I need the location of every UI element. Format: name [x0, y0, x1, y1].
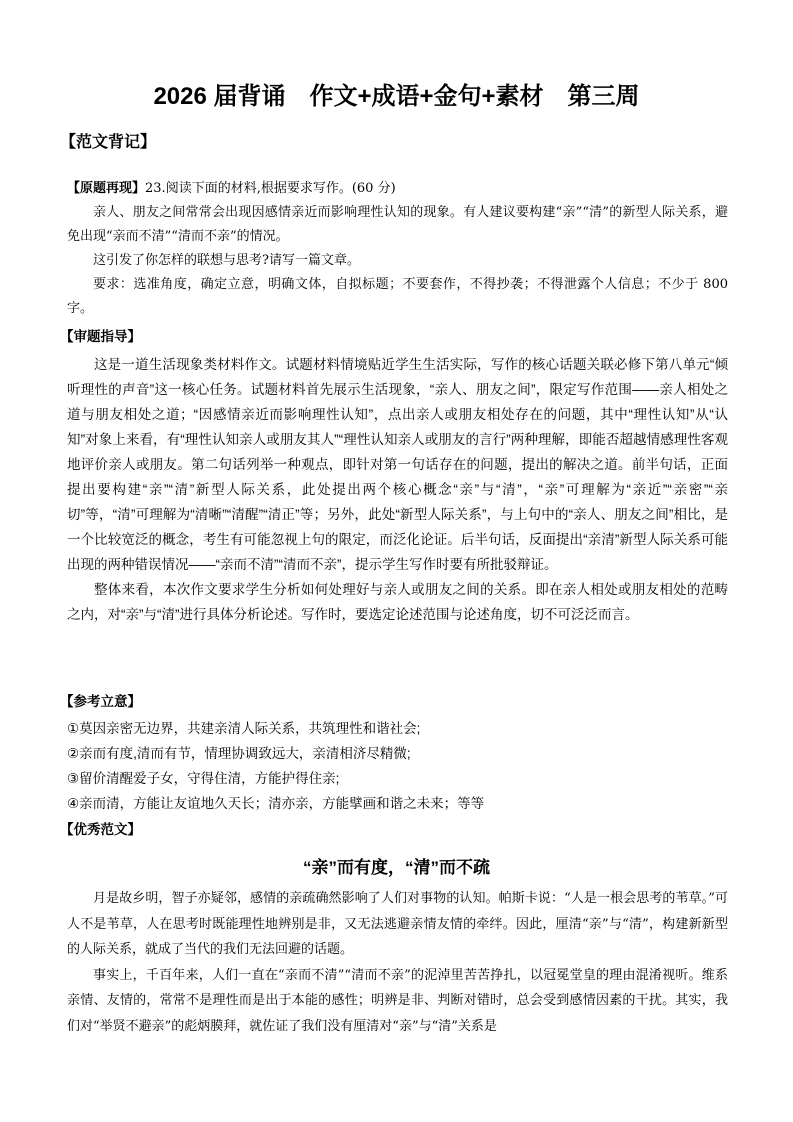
original-paragraph-2: 这引发了你怎样的联想与思考?请写一篇文章。	[93, 253, 360, 268]
original-question-line	[67, 176, 728, 201]
idea-item: ①莫因亲密无边界，共建亲清人际关系，共筑理性和谐社会;	[67, 721, 421, 736]
essay-paragraph-1: 月是故乡明，智子亦疑邻，感情的亲疏确然影响了人们对事物的认知。帕斯卡说：“人是一根会思考的苇草。”可人不是苇草，人在思考时既能理性地辨别是非，又无法逃避亲情友情的牵绊。因此，厘清“亲”与“清”，构建新新型的人际关系，就成了当代的我们无法回避的话题。	[67, 891, 728, 957]
original-label: 【原题再现】	[67, 180, 146, 195]
original-paragraph-3: 要求：选准角度，确定立意，明确文体，自拟标题；不要套作，不得抄袭；不得泄露个人信息；不少于 800 字。	[67, 277, 728, 316]
guide-label: 【审题指导】	[60, 329, 141, 344]
section-model-essays: 【范文背记】	[60, 134, 157, 151]
page-title: 2026 届背诵 作文+成语+金句+素材 第三周	[153, 83, 640, 110]
essay-body	[67, 886, 728, 1039]
idea-item: ④亲而清，方能让友谊地久天长；清亦亲，方能擘画和谐之未来；等等	[67, 796, 485, 811]
essay-label: 【优秀范文】	[60, 822, 141, 837]
original-question-block	[67, 176, 728, 321]
original-paragraph-1: 亲人、朋友之间常常会出现因感情亲近而影响理性认知的现象。有人建议要构建“亲”“清”的新型人际关系，避免出现“亲而不清”“清而不亲”的情况。	[67, 205, 728, 244]
essay-title: “亲”而有度，“清”而不疏	[303, 858, 490, 877]
ideas-list	[67, 716, 728, 816]
idea-item: ③留价清醒爱子女，守得住清，方能护得住亲;	[67, 771, 340, 786]
guide-paragraph-2: 整体来看，本次作文要求学生分析如何处理好与亲人或朋友之间的关系。即在亲人相处或朋友相处的范畴之内，对“亲”与“清”进行具体分析论述。写作时，要选定论述范围与论述角度，切不可泛泛而言。	[67, 582, 728, 622]
guide-block	[67, 352, 728, 627]
ideas-label: 【参考立意】	[60, 694, 141, 709]
guide-paragraph-1: 这是一道生活现象类材料作文。试题材料情境贴近学生生活实际，写作的核心话题关联必修下第八单元“倾听理性的声音”这一核心任务。试题材料首先展示生活现象，“亲人、朋友之间”，限定写作范围——亲人相处之道与朋友相处之道；“因感情亲近而影响理性认知”，点出亲人或朋友相处存在的问题，其中“理性认知”从“认知”对象上来看，有“理性认知亲人或朋友其人”“理性认知亲人或朋友的言行”两种理解，即能否超越情感理性客观地评价亲人或朋友。第二句话列举一种观点，即针对第一句话存在的问题，提出的解决之道。前半句话，正面提出要构建“亲”“清”新型人际关系，此处提出两个核心概念“亲”与“清”，“亲”可理解为“亲近”“亲密”“亲切”等，“清”可理解为“清晰”“清醒”“清正”等；另外，此处“新型人际关系”，与上句中的“亲人、朋友之间”相比，是一个比较宽泛的概念，考生有可能忽视上句的限定，而泛化论证。后半句话，反面提出“亲清”新型人际关系可能出现的两种错误情况——“亲而不清”“清而不亲”，提示学生写作时要有所批驳辩证。	[67, 357, 728, 572]
idea-item: ②亲而有度,清而有节，情理协调致远大，亲清相济尽精微;	[67, 746, 411, 761]
original-question: 23.阅读下面的材料,根据要求写作。(60 分)	[145, 181, 396, 196]
essay-paragraph-2: 事实上，千百年来，人们一直在“亲而不清”“清而不亲”的泥淖里苦苦挣扎，以冠冕堂皇的理由混淆视听。维系亲情、友情的，常常不是理性而是出于本能的感性；明辨是非、判断对错时，总会受到感情因素的干扰。其实，我们对“举贤不避亲”的彪炳膜拜，就佐证了我们没有厘清对“亲”与“清”关系是	[67, 967, 728, 1034]
